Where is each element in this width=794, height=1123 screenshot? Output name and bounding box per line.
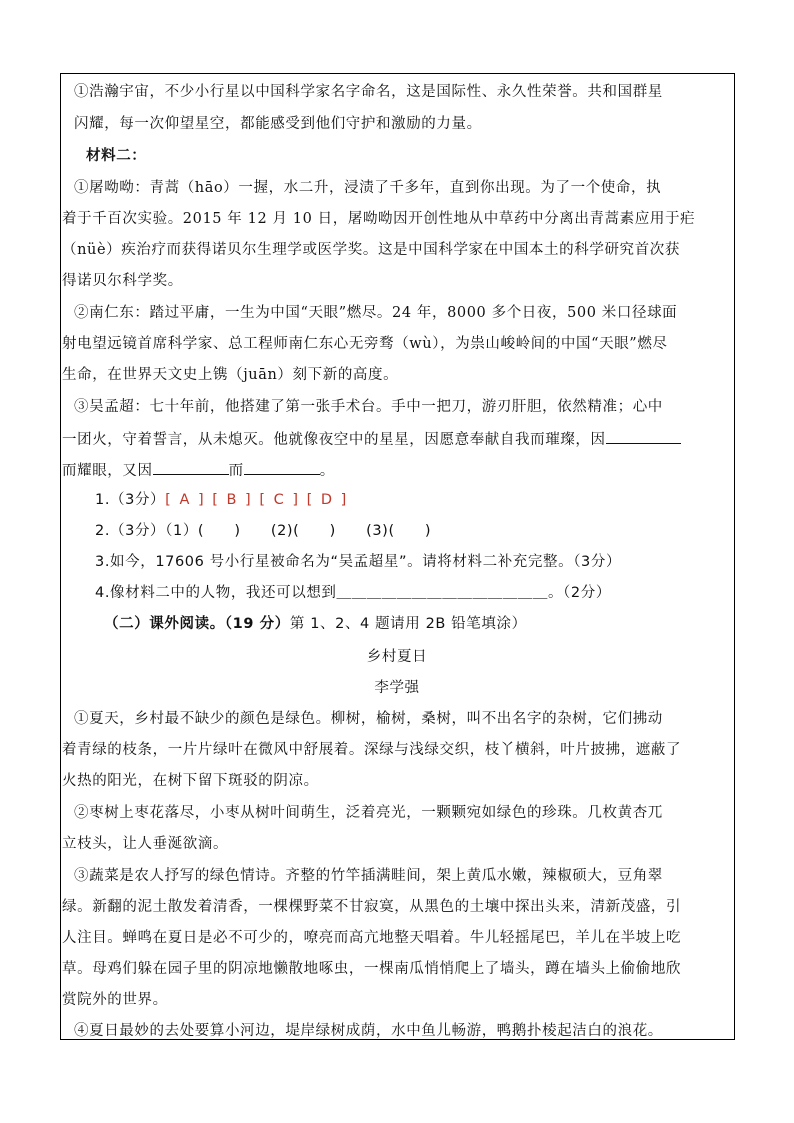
answer-blank-2[interactable] xyxy=(153,459,229,475)
question-3: 3.如今，17606 号小行星被命名为“吴孟超星”。请将材料二补充完整。（3分） xyxy=(95,554,622,570)
material2-p2-line2: 射电望远镜首席科学家、总工程师南仁东心无旁骛（wù），为祟山峻岭间的中国“天眼”燃尽 xyxy=(62,336,668,352)
material1-p1-line1: ①浩瀚宇宙，不少小行星以中国科学家名字命名，这是国际性、永久性荣誉。共和国群星 xyxy=(74,84,663,100)
article-p3-line2: 绿。新翻的泥土散发着清香，一棵棵野菜不甘寂寞，从黑色的土壤中探出头来，清新茂盛，引 xyxy=(62,899,682,915)
question-1 xyxy=(95,490,348,510)
material2-p2-line3: 生命，在世界天文史上镌（juān）刻下新的高度。 xyxy=(62,367,399,383)
article-p3-line1: ③蔬菜是农人抒写的绿色情诗。齐整的竹竿插满畦间，架上黄瓜水嫩，辣椒硕大，豆角翠 xyxy=(74,868,663,884)
answer-blank-3[interactable] xyxy=(244,459,320,475)
section-2-heading-rest: 第 1、2、4 题请用 2B 铅笔填涂） xyxy=(289,616,527,632)
article-p1-line3: 火热的阳光，在树下留下斑驳的阴凉。 xyxy=(62,773,319,789)
question-4 xyxy=(95,583,611,603)
material1-p1-line2: 闪耀，每一次仰望星空，都能感受到他们守护和激励的力量。 xyxy=(74,116,482,132)
article-p1-line2: 着青绿的枝条，一片片绿叶在微风中舒展着。深绿与浅绿交织，枝丫横斜，叶片披拂，遮蔽了 xyxy=(62,742,682,758)
article-p1-line1: ①夏天，乡村最不缺少的颜色是绿色。柳树，榆树，桑树，叫不出名字的杂树，它们拂动 xyxy=(74,711,663,727)
material2-p1-line2: 着于千百次实验。2015 年 12 月 10 日，屠呦呦因开创性地从中草药中分离出青蒿素应用于疟 xyxy=(62,211,696,227)
material2-p2-line1: ②南仁东：踏过平庸，一生为中国“天眼”燃尽。24 年，8000 多个日夜，500 米口径球面 xyxy=(74,305,678,321)
material2-p3-line3 xyxy=(62,459,335,481)
material2-p3-line3-a: 而耀眼，又因 xyxy=(62,463,153,479)
material2-p3-line2-text: 一团火，守着誓言，从未熄灭。他就像夜空中的星星，因愿意奉献自我而璀璨，因 xyxy=(62,432,606,448)
material2-p3-line3-b: 而 xyxy=(228,463,244,479)
article-p3-line4: 草。母鸡们躲在园子里的阴凉地懒散地啄虫，一棵南瓜悄悄爬上了墙头，蹲在墙头上偷偷地欣 xyxy=(62,961,682,977)
material2-heading: 材料二： xyxy=(86,147,147,164)
article-author: 李学强 xyxy=(374,680,420,696)
section-2-heading-bold: （二）课外阅读。（19 分） xyxy=(104,616,290,632)
question-1-label: 1.（3分） xyxy=(95,492,166,508)
article-p3-line5: 赏院外的世界。 xyxy=(62,992,168,1008)
material2-p1-line4: 得诺贝尔科学奖。 xyxy=(62,273,183,289)
question-4-suffix: 。（2分） xyxy=(547,585,611,601)
article-p2-line2: 立枝头，让人垂涎欲滴。 xyxy=(62,836,229,852)
article-p3-line3: 人注目。蝉鸣在夏日是必不可少的，嘹亮而高亢地整天唱着。牛儿轻摇尾巴，羊儿在半坡上吃 xyxy=(62,930,682,946)
material2-p1-line3: （nüè）疾治疗而获得诺贝尔生理学或医学奖。这是中国科学家在中国本土的科学研究首次获 xyxy=(62,242,680,258)
question-4-prefix: 4.像材料二中的人物，我还可以想到 xyxy=(95,585,337,601)
section-2-heading xyxy=(104,614,527,634)
material2-p1-line1: ①屠呦呦：青蒿（hāo）一握，水二升，浸渍了千多年，直到你出现。为了一个使命，执 xyxy=(74,180,662,196)
material2-p3-line3-c: 。 xyxy=(319,463,335,479)
material2-p3-line1: ③吴孟超：七十年前，他搭建了第一张手术台。手中一把刀，游刃肝胆，依然精准；心中 xyxy=(74,399,663,415)
question-2[interactable]: 2.（3分）（1）( ) (2)( ) (3)( ) xyxy=(95,523,432,539)
material2-p3-line2 xyxy=(62,428,681,450)
article-p2-line1: ②枣树上枣花落尽，小枣从树叶间萌生，泛着亮光，一颗颗宛如绿色的珍珠。几枚黄杏兀 xyxy=(74,805,663,821)
question-4-blank[interactable]: ＿＿＿＿＿＿＿＿＿＿＿＿＿＿ xyxy=(336,585,548,601)
article-p4-line1: ④夏日最妙的去处要算小河边，堤岸绿树成荫，水中鱼儿畅游，鸭鹅扑棱起洁白的浪花。 xyxy=(74,1023,663,1039)
answer-blank-1[interactable] xyxy=(606,428,681,444)
question-1-options[interactable]: [ A ] [ B ] [ C ] [ D ] xyxy=(165,492,349,508)
article-title: 乡村夏日 xyxy=(366,649,428,665)
